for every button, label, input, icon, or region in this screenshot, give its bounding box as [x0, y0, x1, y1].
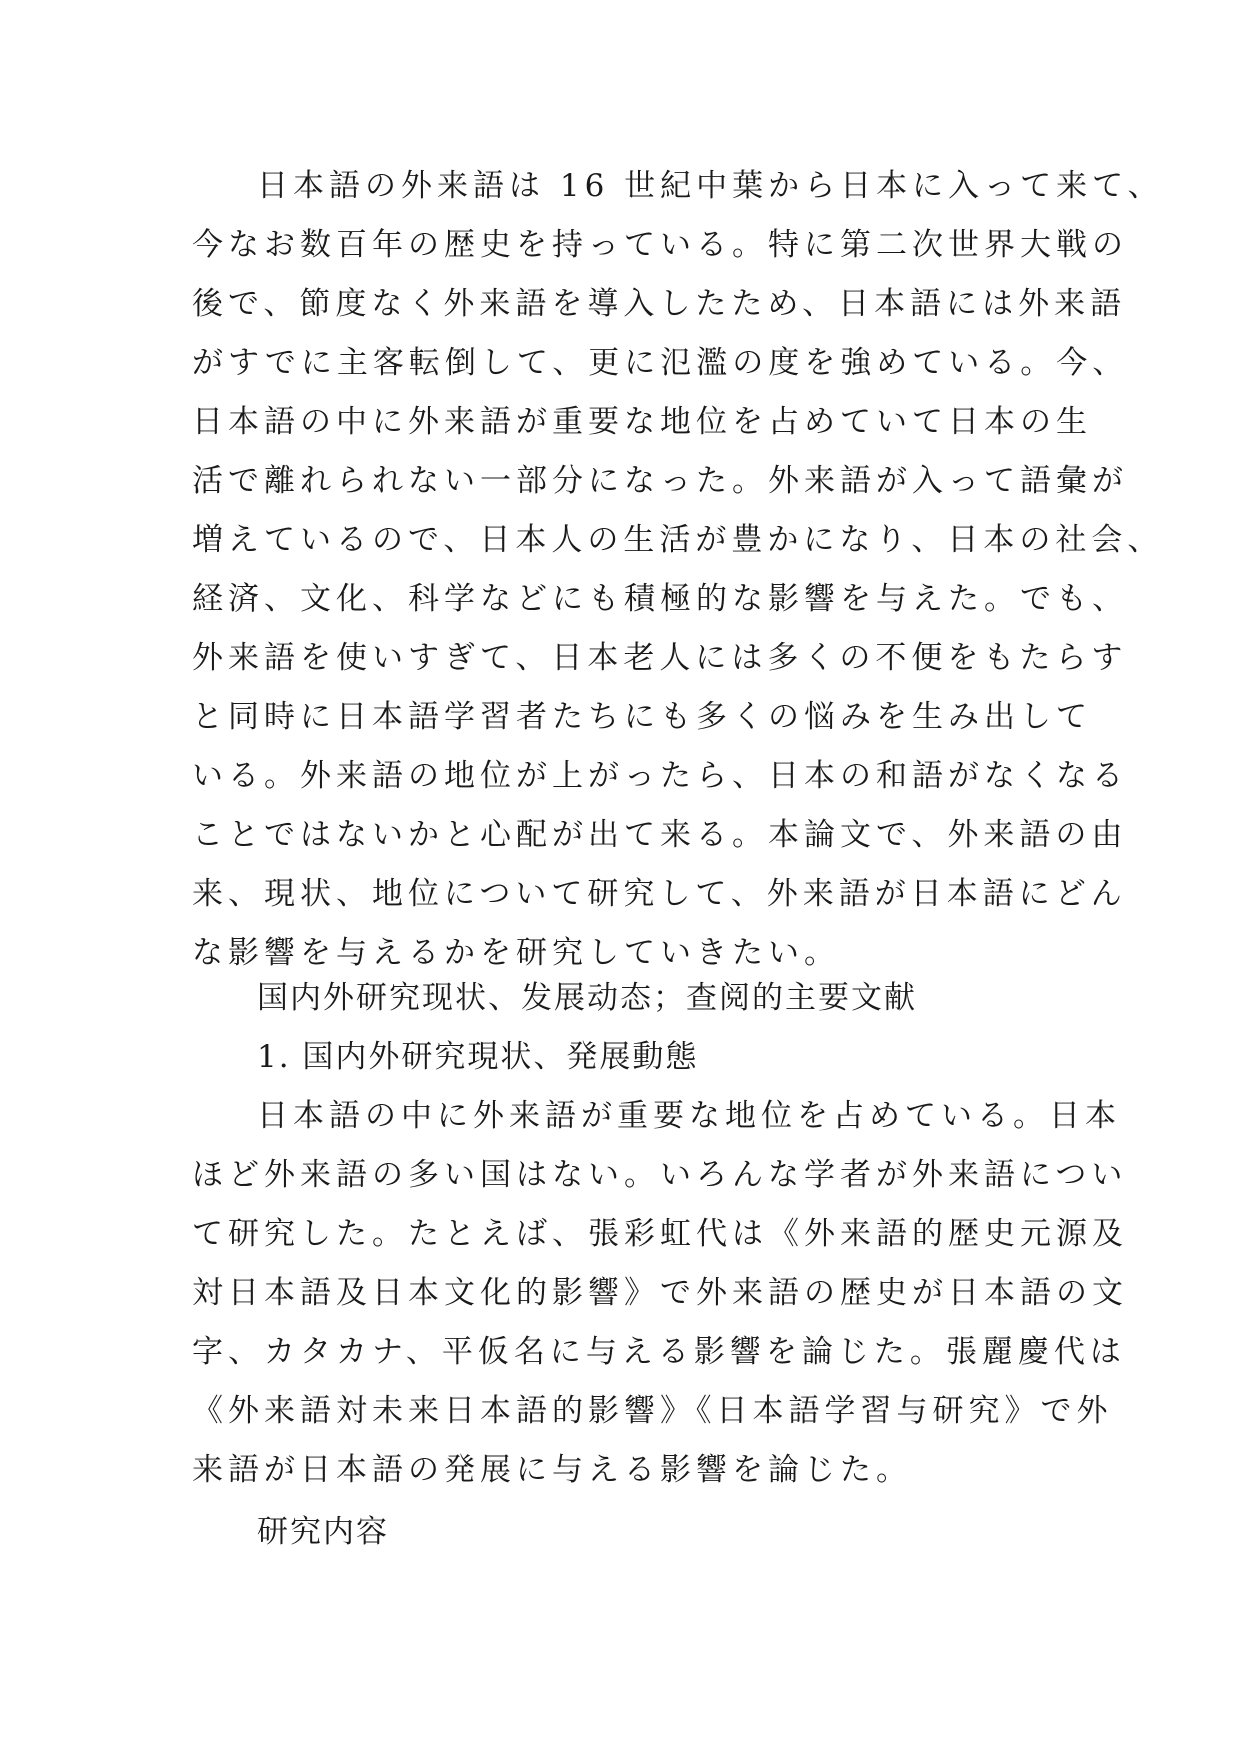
paragraph-1-line-12: ことではないかと心配が出て来る。本論文で、外来語の由 — [192, 817, 1128, 853]
paragraph-1-line-6: 活で離れられない一部分になった。外来語が入って語彙が — [192, 463, 1128, 499]
paragraph-2-line-2: ほど外来語の多い国はない。いろんな学者が外来語につい — [192, 1157, 1128, 1193]
section-heading-research-content: 研究内容 — [257, 1514, 389, 1550]
paragraph-2-line-6: 《外来語対未来日本語的影響》《日本語学習与研究》で外 — [192, 1393, 1113, 1429]
subsection-heading-1: 1. 国内外研究現状、発展動態 — [257, 1039, 699, 1075]
paragraph-2-line-3: て研究した。たとえば、張彩虹代は《外来語的歴史元源及 — [192, 1216, 1128, 1252]
paragraph-1-line-4: がすでに主客転倒して、更に氾濫の度を強めている。今、 — [192, 345, 1129, 381]
paragraph-1-line-5: 日本語の中に外来語が重要な地位を占めていて日本の生 — [192, 404, 1092, 440]
paragraph-1-line-1: 日本語の外来語は 16 世紀中葉から日本に入って来て、 — [257, 168, 1164, 204]
paragraph-2-line-7: 来語が日本語の発展に与える影響を論じた。 — [192, 1452, 912, 1488]
paragraph-1-line-11: いる。外来語の地位が上がったら、日本の和語がなくなる — [192, 758, 1128, 794]
paragraph-2-line-5: 字、カタカナ、平仮名に与える影響を論じた。張麗慶代は — [192, 1334, 1126, 1370]
paragraph-1-line-2: 今なお数百年の歴史を持っている。特に第二次世界大戦の — [192, 227, 1128, 263]
paragraph-1-line-7: 増えているので、日本人の生活が豊かになり、日本の社会、 — [192, 522, 1164, 558]
paragraph-1-line-10: と同時に日本語学習者たちにも多くの悩みを生み出して — [192, 699, 1092, 735]
section-heading-research-status: 国内外研究现状、发展动态；查阅的主要文献 — [257, 980, 917, 1016]
paragraph-2-line-4: 対日本語及日本文化的影響》で外来語の歴史が日本語の文 — [192, 1275, 1128, 1311]
paragraph-1-line-14: な影響を与えるかを研究していきたい。 — [192, 935, 840, 971]
paragraph-2-line-1: 日本語の中に外来語が重要な地位を占めている。日本 — [257, 1098, 1121, 1134]
paragraph-1-line-8: 経済、文化、科学などにも積極的な影響を与えた。でも、 — [192, 581, 1128, 617]
paragraph-1-line-3: 後で、節度なく外来語を導入したため、日本語には外来語 — [192, 286, 1127, 322]
paragraph-1-line-13: 来、現状、地位について研究して、外来語が日本語にどん — [192, 876, 1127, 912]
paragraph-1-line-9: 外来語を使いすぎて、日本老人には多くの不便をもたらす — [192, 640, 1128, 676]
